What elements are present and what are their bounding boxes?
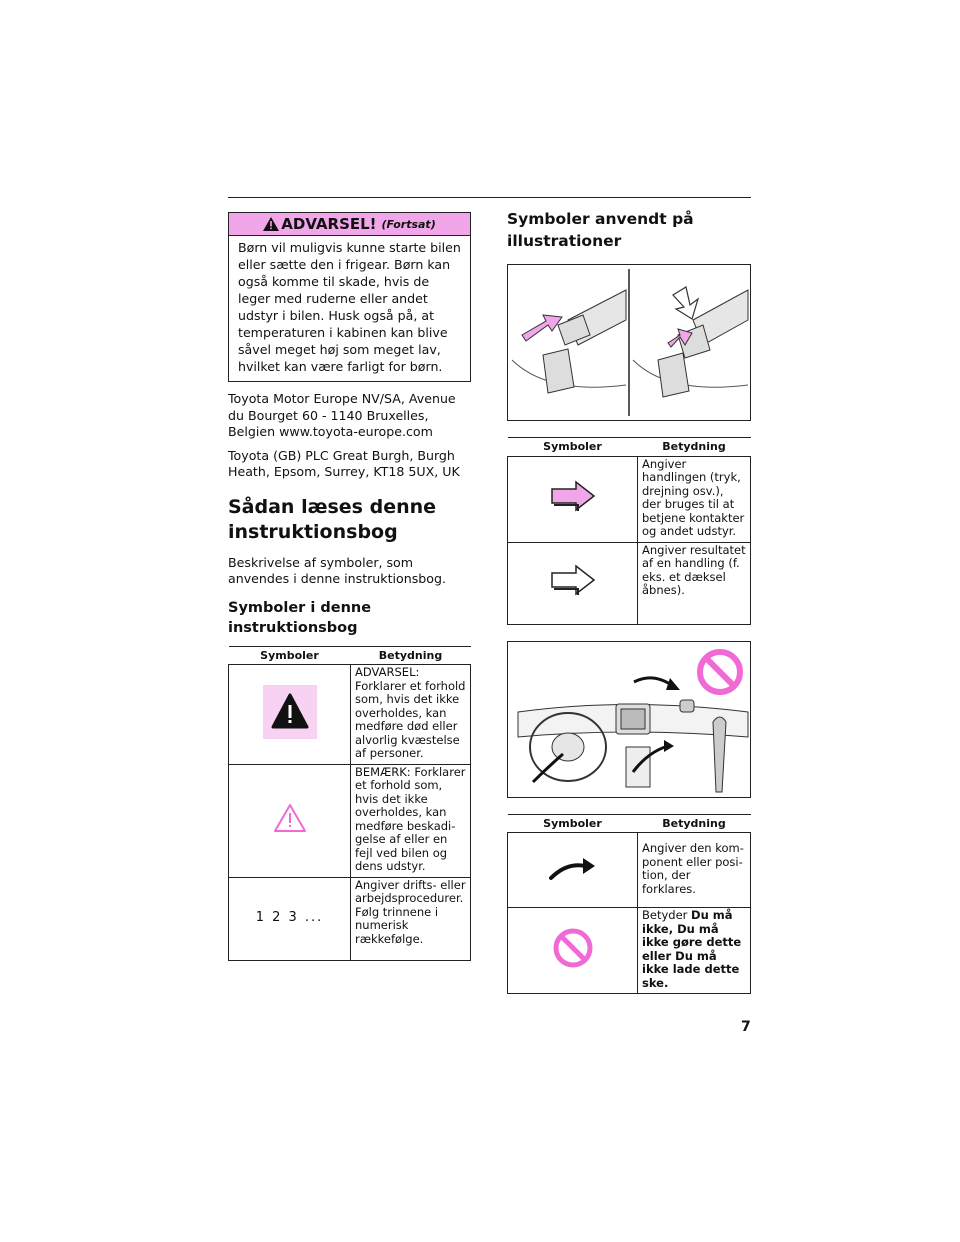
top-rule (228, 197, 751, 198)
meaning-cell: Angiver resultatet af en handling (f. eks. et dæksel åbnes). (638, 542, 751, 624)
warning-triangle-icon (263, 685, 317, 739)
seatbelt-drawing (508, 265, 752, 420)
table-row (508, 908, 751, 994)
table-row (508, 833, 751, 908)
table-header-row (229, 646, 471, 665)
symbols-table-2 (507, 437, 751, 625)
outline-arrow-icon (550, 564, 596, 596)
prohibition-icon (551, 926, 595, 970)
address-europe: Toyota Motor Europe NV/SA, Avenue du Bourget 60 - 1140 Bruxelles, Belgien www.toyota-europe.com (228, 391, 456, 439)
meaning-prefix: Betyder (642, 908, 692, 922)
table-row (508, 542, 751, 624)
dashboard-drawing (508, 642, 752, 797)
table-row (508, 456, 751, 542)
address-uk: Toyota (GB) PLC Great Burgh, Burgh Heath, Epsom, Surrey, KT18 5UX, UK (228, 447, 460, 479)
symbol-cell (508, 456, 638, 542)
steps-icon: 1 2 3 ... (255, 909, 324, 925)
meaning-cell: Angiver den kom- ponent eller posi- tion, der forklares. (638, 833, 751, 908)
section-title: Sådan læses denne instruktionsbog (228, 495, 437, 543)
symbol-cell (229, 764, 351, 877)
table-row (229, 764, 471, 877)
caution-triangle-icon (273, 803, 307, 833)
symbols-table-3 (507, 814, 751, 995)
column-header: Symboler (229, 646, 351, 665)
column-header: Betydning (638, 438, 751, 457)
warning-triangle-icon (263, 217, 279, 231)
page-number: 7 (741, 1019, 751, 1035)
table-header-row (508, 814, 751, 833)
table-row (229, 877, 471, 960)
column-header: Symboler (508, 438, 638, 457)
warning-subtitle: (Fortsat) (381, 217, 436, 231)
meaning-cell: Angiver drifts- eller arbejdsprocedurer. Følg trinnene i numerisk rækkefølge. (351, 877, 471, 960)
right-column (507, 208, 751, 994)
warning-header (229, 213, 470, 236)
pink-arrow-icon (550, 480, 596, 512)
meaning-cell: Angiver handlingen (tryk, drejning osv.), der bruges til at betjene kontakter og andet udstyr. (638, 456, 751, 542)
symbol-cell (508, 833, 638, 908)
symbol-cell (229, 665, 351, 765)
warning-body: Børn vil muligvis kunne starte bilen eller sætte den i frigear. Børn kan også komme til skade, hvis de leger med ruderne eller andet udstyr i bilen. Husk også på, at temperaturen i kabinen kan blive såvel meget høj som meget lav, hvilket kan være farligt for børn. (238, 240, 461, 374)
left-column (228, 212, 471, 961)
table-header-row (508, 438, 751, 457)
meaning-cell: ADVARSEL: Forklarer et forhold som, hvis det ikke overholdes, kan medføre død eller alvorlig kvæstelse af personer. (351, 665, 471, 765)
dashboard-illustration (507, 641, 751, 798)
section-intro: Beskrivelse af symboler, som anvendes i denne instruktionsbog. (228, 554, 446, 586)
column-header: Betydning (638, 814, 751, 833)
symbol-cell (229, 877, 351, 960)
subsection-title-1: Symboler i denne instruktionsbog (228, 599, 372, 636)
column-header: Betydning (351, 646, 471, 665)
curved-arrow-icon (547, 852, 599, 882)
symbols-table-1 (228, 646, 471, 961)
meaning-cell: BEMÆRK: Forklarer et forhold som, hvis det ikke overholdes, kan medføre beskadi- gelse af eller en fejl ved bilen og dens udstyr. (351, 764, 471, 877)
meaning-cell (638, 908, 751, 994)
symbol-cell (508, 908, 638, 994)
symbol-cell (508, 542, 638, 624)
seatbelt-illustration (507, 264, 751, 421)
warning-box (228, 212, 471, 382)
warning-title: ADVARSEL! (281, 215, 377, 233)
column-header: Symboler (508, 814, 638, 833)
table-row (229, 665, 471, 765)
subsection-title-2: Symboler anvendt på illustrationer (507, 210, 694, 250)
meaning-bold: Du må ikke, Du må ikke gøre dette eller Du må ikke lade dette ske. (642, 908, 742, 990)
